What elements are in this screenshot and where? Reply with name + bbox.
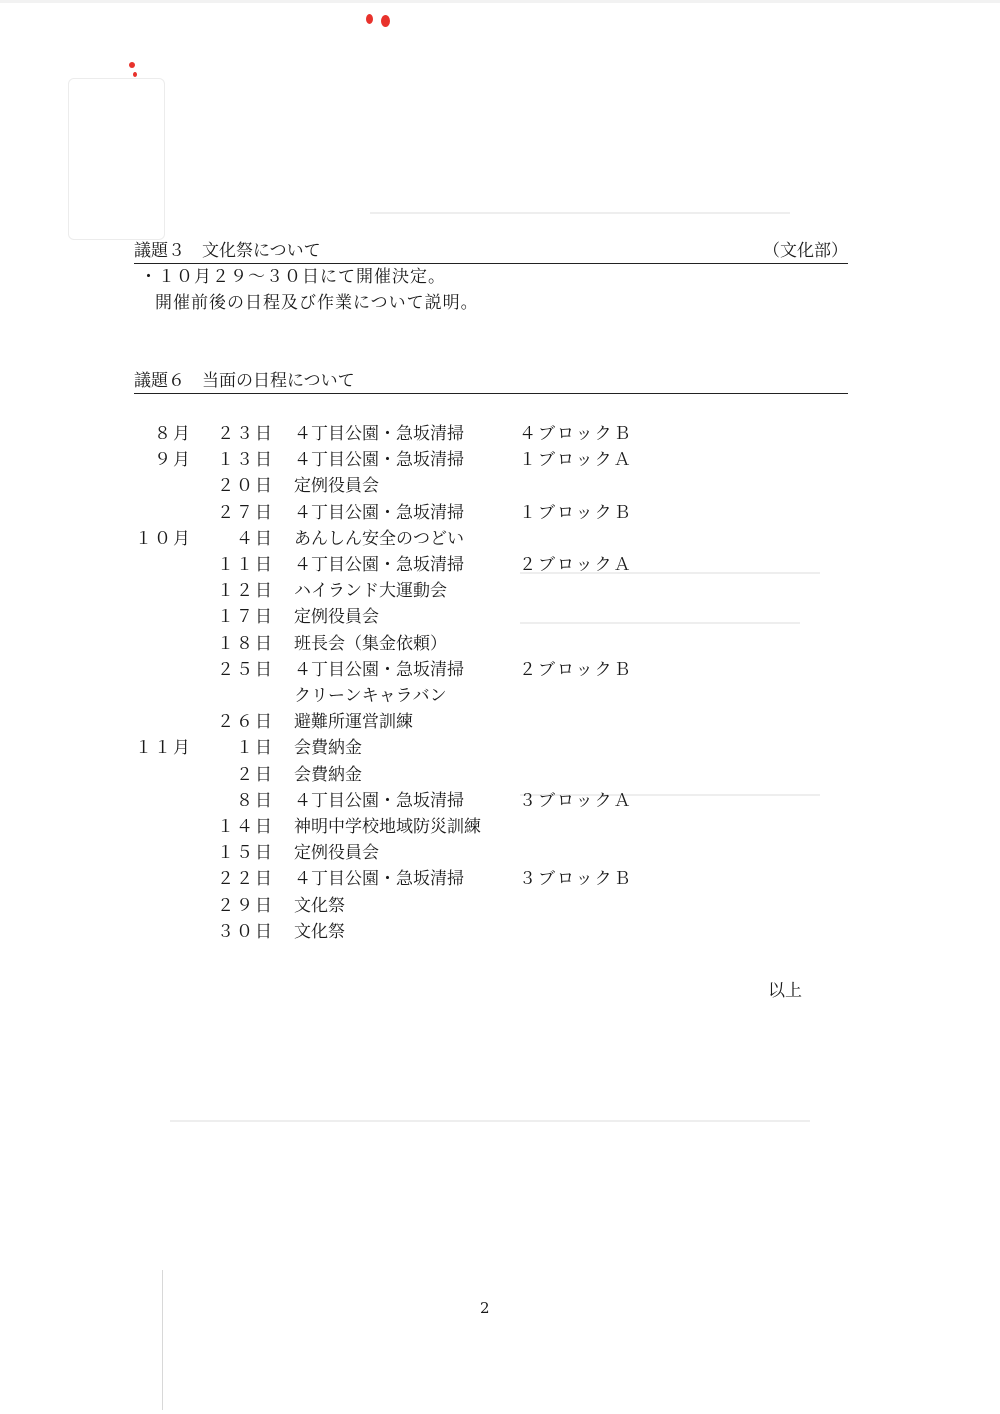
schedule-event: 班長会（集金依頼） (294, 633, 447, 654)
schedule-block: １ブロックＡ (519, 450, 633, 471)
schedule-day: １３日 (217, 450, 274, 471)
schedule-day: １１日 (217, 555, 274, 575)
agenda-3-title: 議題３ 文化祭について (134, 241, 321, 261)
schedule-day: １２日 (217, 581, 274, 602)
schedule-day: ２６日 (217, 712, 274, 733)
schedule-event: ４丁目公園・急坂清掃 (294, 450, 464, 471)
scan-edge (0, 0, 1000, 3)
agenda-3-department: （文化部） (763, 241, 848, 261)
schedule-event: ハイランド大運動会 (294, 581, 447, 602)
schedule-month: ９月 (154, 450, 192, 471)
bleed-through-line (370, 212, 790, 214)
schedule-day: １７日 (217, 607, 274, 628)
schedule-block: ４ブロックＢ (519, 424, 633, 444)
schedule-event: 文化祭 (294, 895, 345, 916)
schedule-block: ２ブロックＢ (519, 659, 633, 680)
scan-margin-line (162, 1270, 163, 1410)
schedule-event: 定例役員会 (294, 607, 379, 628)
schedule-event: ４丁目公園・急坂清掃 (294, 502, 464, 523)
red-ink-speck (381, 15, 390, 27)
agenda-3-heading (134, 240, 848, 264)
schedule-block: ３ブロックＡ (519, 790, 633, 811)
schedule-day: ２７日 (217, 502, 274, 523)
schedule-event: ４丁目公園・急坂清掃 (294, 555, 464, 575)
red-ink-speck (129, 62, 135, 68)
closing-remark: 以上 (768, 981, 802, 1001)
bleed-through-line (520, 622, 800, 624)
schedule-day: １日 (236, 738, 274, 759)
schedule-day: ２５日 (217, 659, 274, 680)
schedule-day: １４日 (217, 817, 274, 837)
schedule-day: １５日 (217, 843, 274, 864)
schedule-block: ３ブロックＢ (519, 869, 633, 890)
schedule-event: 会費納金 (294, 738, 362, 759)
schedule-month: １０月 (135, 528, 192, 549)
schedule-event: ４丁目公園・急坂清掃 (294, 424, 464, 444)
schedule-event: 文化祭 (294, 921, 345, 942)
schedule-block: ２ブロックＡ (519, 555, 633, 575)
schedule-event: 避難所運営訓練 (294, 712, 413, 733)
agenda-3-line-2: 開催前後の日程及び作業について説明。 (155, 293, 479, 313)
schedule-day: ２９日 (217, 895, 274, 916)
red-ink-speck (366, 14, 373, 24)
schedule-event: ４丁目公園・急坂清掃 (294, 659, 464, 680)
schedule-event: ４丁目公園・急坂清掃 (294, 869, 464, 890)
agenda-6-title: 議題６ 当面の日程について (134, 371, 355, 391)
schedule-month: １１月 (135, 738, 192, 759)
schedule-day: ４日 (236, 528, 274, 549)
schedule-day: ８日 (236, 790, 274, 811)
schedule-event: クリーンキャラバン (294, 686, 447, 706)
schedule-event: 定例役員会 (294, 476, 379, 497)
red-ink-speck (133, 72, 137, 77)
schedule-event: 神明中学校地域防災訓練 (294, 817, 481, 837)
schedule-event: ４丁目公園・急坂清掃 (294, 790, 464, 811)
schedule-day: ３０日 (217, 921, 274, 942)
schedule-day: ２２日 (217, 869, 274, 890)
bleed-through-stamp-outline (68, 78, 165, 240)
schedule-day: ２３日 (217, 424, 274, 444)
agenda-3-line-1: ・１０月２９～３０日にて開催決定。 (140, 267, 446, 287)
schedule-event: あんしん安全のつどい (294, 528, 464, 549)
schedule-event: 定例役員会 (294, 843, 379, 864)
schedule-block: １ブロックＢ (519, 502, 633, 523)
page-number: 2 (480, 1299, 490, 1317)
agenda-6-heading (134, 370, 848, 394)
schedule-event: 会費納金 (294, 764, 362, 785)
schedule-day: ２０日 (217, 476, 274, 497)
schedule-day: １８日 (217, 633, 274, 654)
schedule-day: ２日 (236, 764, 274, 785)
bleed-through-line (170, 1120, 810, 1122)
schedule-month: ８月 (154, 424, 192, 444)
